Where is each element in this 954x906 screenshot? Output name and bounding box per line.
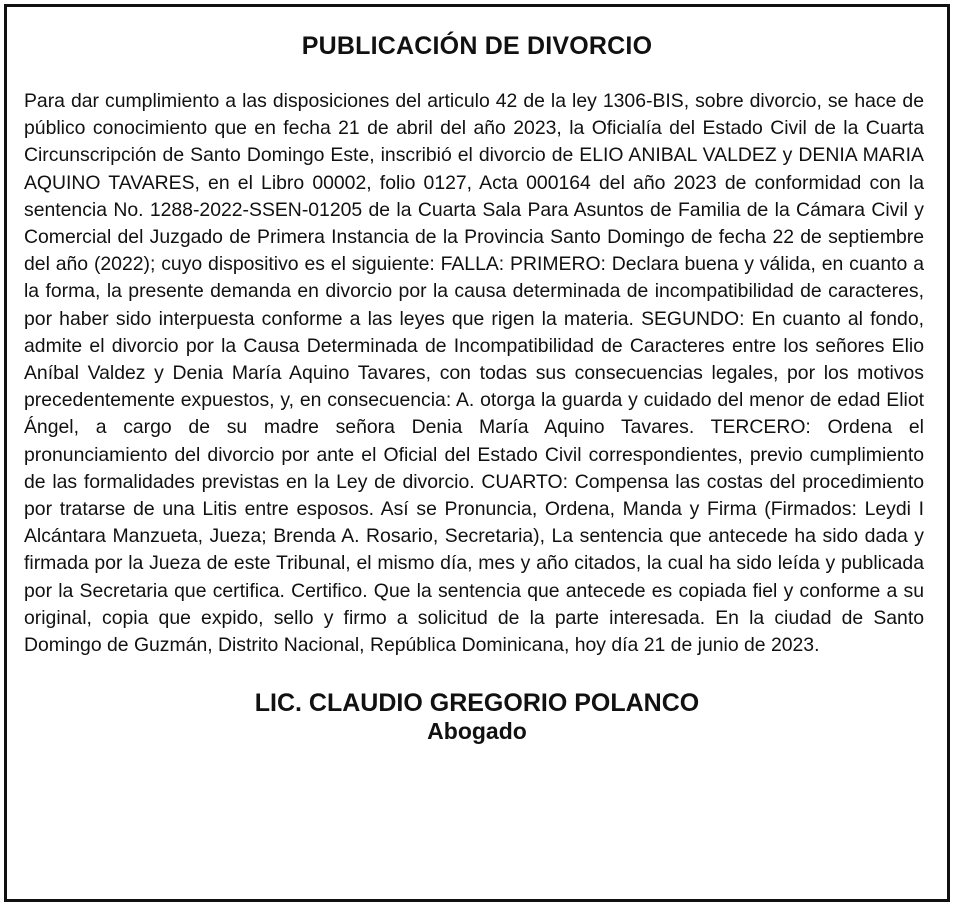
signer-role: Abogado [427,718,527,745]
signature-block [7,689,947,745]
notice-body: Para dar cumplimiento a las disposiciones del articulo 42 de la ley 1306-BIS, sobre divorcio, se hace de público conocimiento que en fecha 21 de abril del año 2023, la Oficialía del Estado Civil de la Cuarta Circunscripción de Santo Domingo Este, inscribió el divorcio de ELIO ANIBAL VALDEZ y DENIA MARIA AQUINO TAVARES, en el Libro 00002, folio 0127, Acta 000164 del año 2023 de conformidad con la sentencia No. 1288-2022-SSEN-01205 de la Cuarta Sala Para Asuntos de Familia de la Cámara Civil y Comercial del Juzgado de Primera Instancia de la Provincia Santo Domingo de fecha 22 de septiembre del año (2022); cuyo dispositivo es el siguiente: FALLA: PRIMERO: Declara buena y válida, en cuanto a la forma, la presente demanda en divorcio por la causa determinada de incompatibilidad de caracteres, por haber sido interpuesta conforme a las leyes que rigen la materia. SEGUNDO: En cuanto al fondo, admite el divorcio por la Causa Determinada de Incompatibilidad de Caracteres entre los señores Elio Aníbal Valdez y Denia María Aquino Tavares, con todas sus consecuencias legales, por los motivos precedentemente expuestos, y, en consecuencia: A. otorga la guarda y cuidado del menor de edad Eliot Ángel, a cargo de su madre señora Denia María Aquino Tavares. TERCERO: Ordena el pronunciamiento del divorcio por ante el Oficial del Estado Civil correspondientes, previo cumplimiento de las formalidades previstas en la Ley de divorcio. CUARTO: Compensa las costas del procedimiento por tratarse de una Litis entre esposos. Así se Pronuncia, Ordena, Manda y Firma (Firmados: Leydi I Alcántara Manzueta, Jueza; Brenda A. Rosario, Secretaria), La sentencia que antecede ha sido dada y firmada por la Jueza de este Tribunal, el mismo día, mes y año citados, la cual ha sido leída y publicada por la Secretaria que certifica. Certifico. Que la sentencia que antecede es copiada fiel y conforme a su original, copia que expido, sello y firmo a solicitud de la parte interesada. En la ciudad de Santo Domingo de Guzmán, Distrito Nacional, República Dominicana, hoy día 21 de junio de 2023. [24,90,924,657]
signer-name: LIC. CLAUDIO GREGORIO POLANCO [254,689,700,718]
divorce-notice [4,4,950,902]
notice-title: PUBLICACIÓN DE DIVORCIO [301,32,653,60]
